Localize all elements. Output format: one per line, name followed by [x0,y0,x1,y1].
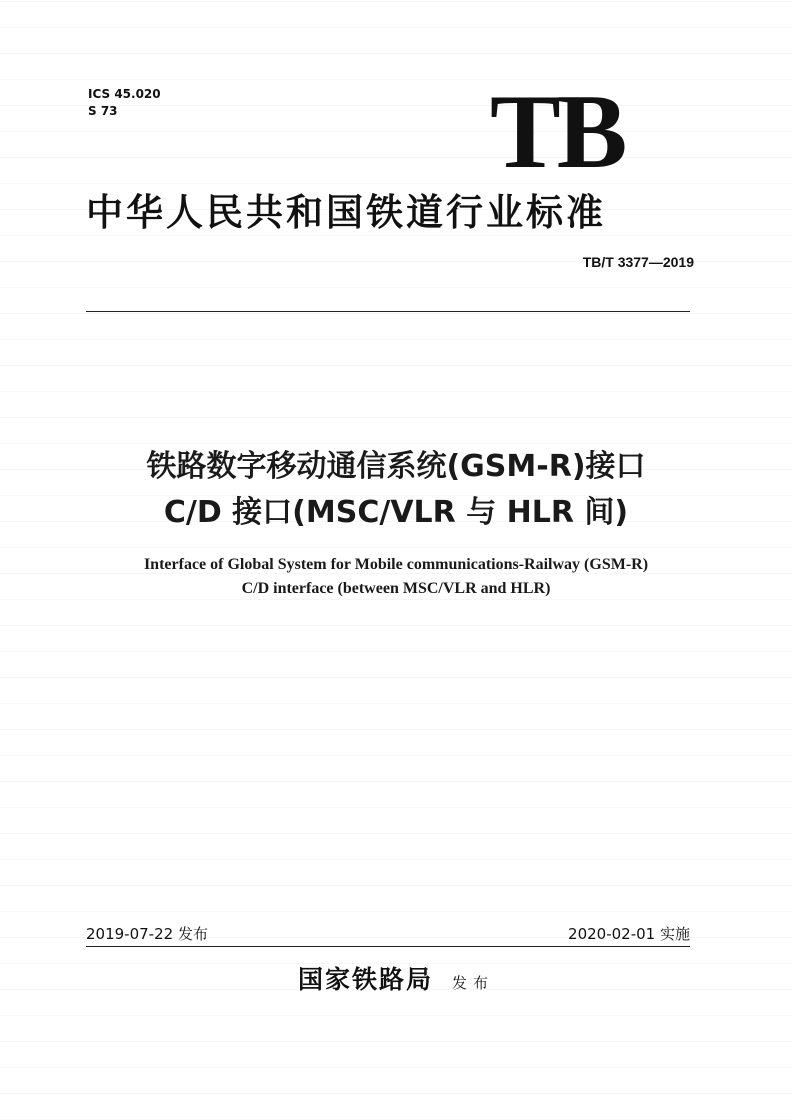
issuer-line [0,962,792,1001]
title-chinese [60,444,732,536]
title-chinese-line1: 铁路数字移动通信系统(GSM-R)接口 [146,449,646,484]
issuer-name: 国家铁路局 [297,965,433,994]
ics-code: ICS 45.020 [88,87,161,101]
bottom-divider [86,946,690,947]
implementation-date: 2020-02-01 实施 [568,925,690,943]
title-english [60,553,732,601]
ccs-code: S 73 [88,104,118,118]
top-divider [86,311,690,312]
title-chinese-line2: C/D 接口(MSC/VLR 与 HLR 间) [163,495,629,530]
standard-number: TB/T 3377—2019 [582,254,694,270]
standard-name: 中华人民共和国铁道行业标准 [86,190,606,234]
tb-logo: TB [490,73,624,190]
title-english-line1: Interface of Global System for Mobile communications-Railway (GSM-R) [143,556,649,573]
issue-date: 2019-07-22 发布 [86,925,208,943]
classification-block [88,86,161,120]
issuer-verb: 发布 [452,974,495,992]
title-english-line2: C/D interface (between MSC/VLR and HLR) [241,580,551,597]
